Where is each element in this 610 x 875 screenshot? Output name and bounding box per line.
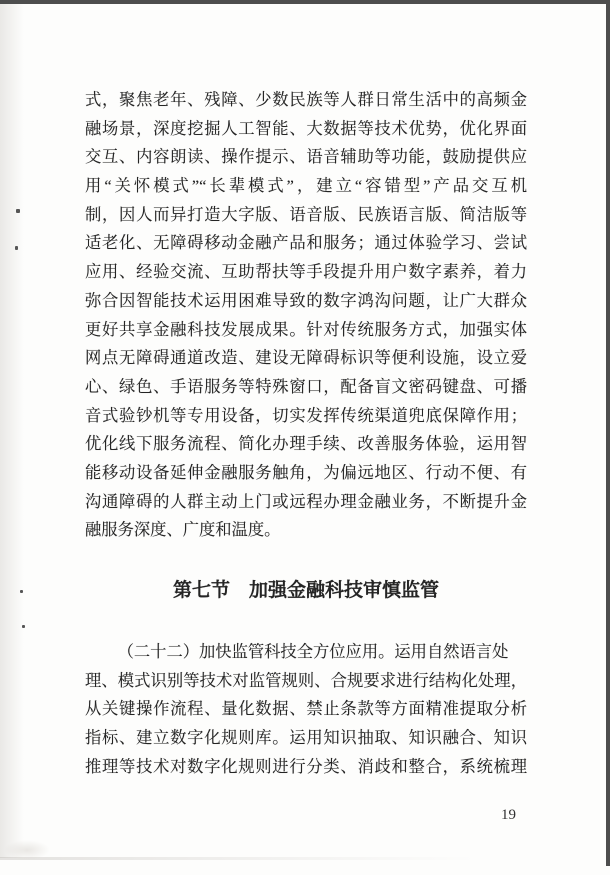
scan-left-shading: [0, 4, 24, 858]
body-paragraph-1: [85, 86, 527, 545]
body-paragraph-2: [85, 638, 527, 781]
text-line: 更好共享金融科技发展成果。针对传统服务方式，加强实体: [85, 319, 527, 339]
text-line: 弥合因智能技术运用困难导致的数字鸿沟问题，让广大群众: [85, 290, 527, 310]
text-line: 理、模式识别等技术对监管规则、合规要求进行结构化处理，: [85, 670, 527, 690]
text-line: 制，因人而异打造大字版、语音版、民族语言版、简洁版等: [85, 204, 527, 224]
text-line: 心、绿色、手语服务等特殊窗口，配备盲文密码键盘、可播: [85, 376, 527, 396]
text-line: 指标、建立数字化规则库。运用知识抽取、知识融合、知识: [85, 728, 527, 748]
text-line: 交互、内容朗读、操作提示、语音辅助等功能，鼓励提供应: [85, 147, 527, 167]
text-line: 融场景，深度挖掘人工智能、大数据等技术优势，优化界面: [85, 118, 527, 138]
ink-speck: [22, 625, 25, 628]
scan-top-edge: [0, 0, 610, 4]
text-line: 音式验钞机等专用设备，切实发挥传统渠道兜底保障作用；: [85, 405, 527, 425]
text-line: 从关键操作流程、量化数据、禁止条款等方面精准提取分析: [85, 699, 527, 719]
text-line: 式，聚焦老年、残障、少数民族等人群日常生活中的高频金: [85, 90, 527, 109]
section-heading: 第七节 加强金融科技审慎监管: [172, 580, 439, 601]
scan-bottom-shading: [0, 857, 560, 860]
text-line: 应用、经验交流、互助帮扶等手段提升用户数字素养，着力: [85, 262, 527, 282]
ink-speck: [16, 209, 20, 213]
ink-speck: [20, 590, 23, 593]
scan-corner-smudge: [4, 840, 50, 860]
text-line: 优化线下服务流程、简化办理手续、改善服务体验，运用智: [85, 434, 527, 454]
text-line: 能移动设备延伸金融服务触角，为偏远地区、行动不便、有: [85, 462, 527, 482]
scan-right-edge: [606, 0, 610, 866]
text-line: 用“关怀模式”“长辈模式”，建立“容错型”产品交互机: [85, 176, 527, 196]
text-line: 融服务深度、广度和温度。: [85, 520, 281, 540]
text-line: （二十二）加快监管科技全方位应用。运用自然语言处: [117, 642, 509, 661]
ink-speck: [15, 246, 18, 250]
text-line: 沟通障碍的人群主动上门或远程办理金融业务，不断提升金: [85, 491, 527, 511]
text-line: 网点无障碍通道改造、建设无障碍标识等便利设施，设立爱: [85, 348, 527, 368]
text-line: 适老化、无障碍移动金融产品和服务；通过体验学习、尝试: [85, 233, 527, 253]
text-line: 推理等技术对数字化规则进行分类、消歧和整合，系统梳理: [85, 756, 527, 776]
page-number: 19: [501, 807, 516, 823]
